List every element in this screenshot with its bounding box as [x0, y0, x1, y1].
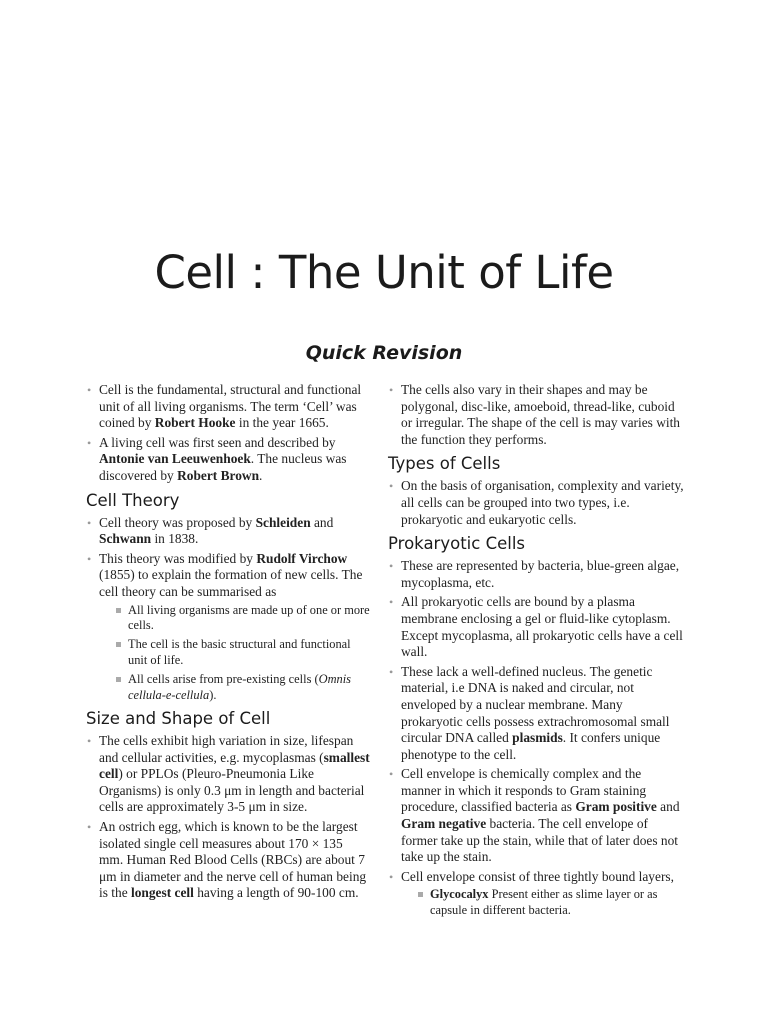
list-item: • All prokaryotic cells are bound by a plasma membrane enclosing a gel or fluid-like cytoplasm. Except mycoplasma, all prokaryotic cells have a cell wall.	[388, 594, 684, 660]
list-item: • This theory was modified by Rudolf Virchow (1855) to explain the formation of new cells. The cell theory can be summarised as All living organisms are made up of one or more cells. The cell is the basic structural and functional unit of life. All cells arise from pre-existing cells (Omnis cellula-e-cellula).	[86, 551, 370, 703]
sub-list-item: All living organisms are made up of one or more cells.	[99, 603, 370, 634]
right-column	[388, 382, 684, 922]
section-heading-prokaryotic: Prokaryotic Cells	[388, 534, 526, 554]
section-heading-types: Types of Cells	[388, 454, 501, 474]
left-column	[86, 382, 370, 905]
list-item: • Cell theory was proposed by Schleiden and Schwann in 1838.	[86, 515, 370, 548]
section-heading-size-shape: Size and Shape of Cell	[86, 708, 271, 728]
list-item: • The cells exhibit high variation in size, lifespan and cellular activities, e.g. mycoplasmas (smallest cell) or PPLOs (Pleuro-Pneumonia Like Organisms) is only 0.3 μm in length and bacterial cells are approximately 3-5 μm in size.	[86, 733, 370, 816]
shapes-list	[388, 382, 684, 448]
list-item: • An ostrich egg, which is known to be the largest isolated single cell measures about 170 × 135 mm. Human Red Blood Cells (RBCs) are about 7 μm in diameter and the nerve cell of human being is the longest cell having a length of 90-100 cm.	[86, 819, 370, 902]
list-item: • These are represented by bacteria, blue-green algae, mycoplasma, etc.	[388, 558, 684, 591]
size-shape-list	[86, 733, 370, 902]
sub-list-item: All cells arise from pre-existing cells (Omnis cellula-e-cellula).	[99, 672, 370, 703]
page-subtitle: Quick Revision	[305, 342, 463, 364]
list-item: • Cell envelope consist of three tightly bound layers, Glycocalyx Present either as slime layer or as capsule in different bacteria.	[388, 869, 684, 918]
prokaryotic-list	[388, 558, 684, 918]
sub-list-item: Glycocalyx Present either as slime layer or as capsule in different bacteria.	[401, 887, 684, 918]
types-list	[388, 478, 684, 528]
sub-list-item: The cell is the basic structural and functional unit of life.	[99, 637, 370, 668]
cell-theory-list	[86, 515, 370, 703]
section-heading-cell-theory: Cell Theory	[86, 490, 180, 510]
list-item: • Cell is the fundamental, structural and functional unit of all living organisms. The term ‘Cell’ was coined by Robert Hooke in the year 1665.	[86, 382, 370, 432]
list-item: • On the basis of organisation, complexity and variety, all cells can be grouped into two types, i.e. prokaryotic and eukaryotic cells.	[388, 478, 684, 528]
list-item: • These lack a well-defined nucleus. The genetic material, i.e DNA is naked and circular, not enveloped by a nuclear membrane. Many prokaryotic cells possess extrachromosomal small circular DNA called plasmids. It confers unique phenotype to the cell.	[388, 664, 684, 764]
intro-list	[86, 382, 370, 485]
list-item: • Cell envelope is chemically complex and the manner in which it responds to Gram staining procedure, classified bacteria as Gram positive and Gram negative bacteria. The cell envelope of former take up the stain, while that of later does not take up the stain.	[388, 766, 684, 866]
cell-theory-sublist	[99, 603, 370, 703]
page-title: Cell : The Unit of Life	[154, 246, 614, 299]
list-item: • A living cell was first seen and described by Antonie van Leeuwenhoek. The nucleus was discovered by Robert Brown.	[86, 435, 370, 485]
list-item: • The cells also vary in their shapes and may be polygonal, disc-like, amoeboid, thread-like, cuboid or irregular. The shape of the cell is may varies with the function they performs.	[388, 382, 684, 448]
cell-envelope-sublist	[401, 887, 684, 918]
